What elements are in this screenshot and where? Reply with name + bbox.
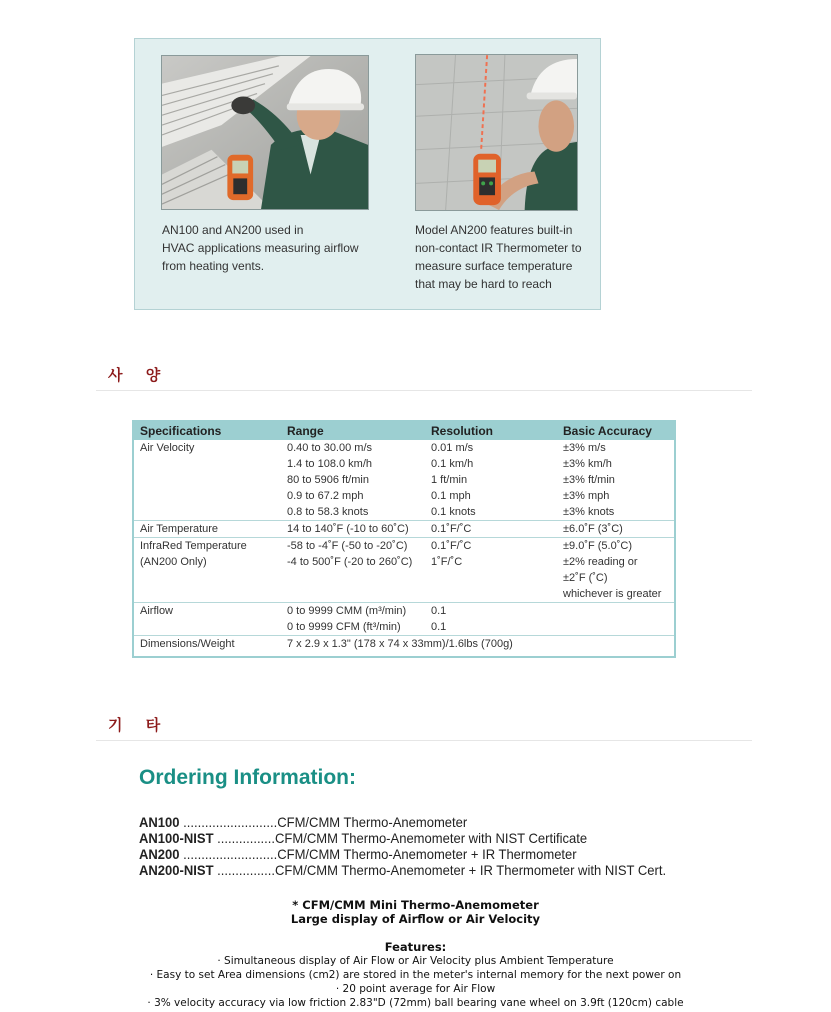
spec-range (287, 586, 425, 602)
order-desc: CFM/CMM Thermo-Anemometer with NIST Certificate (275, 830, 588, 846)
spec-range: 80 to 5906 ft/min (287, 474, 369, 486)
spec-name-cell (134, 440, 281, 521)
spec-range: 1.4 to 108.0 km/h (287, 458, 372, 470)
spec-accuracy: ±9.0˚F (5.0˚C) (563, 540, 632, 552)
spec-resolution-cell (425, 521, 557, 538)
order-dots: ................ (213, 862, 276, 878)
spec-resolution: 0.01 m/s (431, 442, 474, 454)
spec-range: 0.40 to 30.00 m/s (287, 442, 372, 454)
order-code: AN100 (139, 814, 180, 830)
spec-resolution: 1˚F/˚C (431, 556, 463, 568)
product-summary (0, 898, 831, 926)
spec-name: InfraRed Temperature (140, 540, 247, 552)
photo-panel (134, 38, 601, 310)
spec-name (140, 570, 281, 586)
feature-item: · Easy to set Area dimensions (cm2) are stored in the meter's internal memory for the next power on (149, 969, 682, 981)
spec-name-cell (134, 538, 281, 603)
spec-range: 0.9 to 67.2 mph (287, 490, 364, 502)
spec-row (134, 636, 674, 653)
spec-range-cell (281, 603, 425, 636)
spec-table-header (134, 422, 674, 440)
spec-accuracy: ±6.0˚F (3˚C) (563, 523, 623, 535)
header-range: Range (281, 422, 425, 440)
spec-resolution: 0.1˚F/˚C (431, 523, 472, 535)
spec-accuracy: whichever is greater (563, 588, 662, 600)
spec-resolution (431, 586, 557, 602)
order-dots: .......................... (179, 814, 278, 830)
spec-range: -4 to 500˚F (-20 to 260˚C) (287, 556, 413, 568)
spec-resolution (431, 570, 557, 586)
spec-section-divider (96, 390, 752, 391)
order-code: AN200 (139, 846, 180, 862)
feature-item: · 3% velocity accuracy via low friction 2.83"D (72mm) ball bearing vane wheel on 3.9ft (120cm) cable (147, 997, 684, 1009)
spec-name (140, 504, 281, 520)
spec-range (287, 570, 425, 586)
photo-caption-ir: Model AN200 features built-in non-contact IR Thermometer to measure surface temperature that may be hard to reach (415, 223, 582, 291)
spec-name: Air Velocity (140, 442, 195, 454)
spec-range: 14 to 140˚F (-10 to 60˚C) (287, 523, 409, 535)
spec-accuracy-cell (557, 521, 674, 538)
spec-range: 7 x 2.9 x 1.3" (178 x 74 x 33mm)/1.6lbs (700g) (287, 638, 513, 650)
spec-accuracy: ±3% km/h (563, 458, 612, 470)
spec-name (140, 472, 281, 488)
spec-accuracy: ±3% knots (563, 506, 615, 518)
spec-name: Dimensions/Weight (140, 638, 235, 650)
other-section-title: 기 타 (108, 716, 170, 734)
spec-resolution-cell (425, 538, 557, 603)
spec-name (140, 586, 281, 602)
spec-resolution: 0.1 (431, 621, 447, 633)
spec-range-cell (281, 636, 674, 653)
spec-name (140, 456, 281, 472)
spec-resolution: 0.1 mph (431, 490, 471, 502)
spec-range: 0 to 9999 CMM (m³/min) (287, 605, 407, 617)
order-item (139, 862, 697, 878)
features-title: Features: (384, 940, 447, 954)
feature-item: · 20 point average for Air Flow (335, 983, 496, 995)
spec-resolution: 0.1 km/h (431, 458, 474, 470)
spec-accuracy-cell (557, 440, 674, 521)
summary-line-2: Large display of Airflow or Air Velocity (290, 912, 541, 926)
spec-table-container (132, 420, 676, 658)
spec-range-cell (281, 538, 425, 603)
spec-row (134, 538, 674, 603)
spec-accuracy-cell (557, 603, 674, 636)
spec-name-cell (134, 603, 281, 636)
spec-accuracy (563, 619, 674, 635)
order-dots: .......................... (179, 846, 278, 862)
order-item (139, 830, 697, 846)
spec-row (134, 603, 674, 636)
spec-accuracy: ±3% m/s (563, 442, 606, 454)
spec-resolution-cell (425, 603, 557, 636)
order-item (139, 846, 697, 862)
header-resolution: Resolution (425, 422, 557, 440)
spec-range: 0 to 9999 CFM (ft³/min) (287, 621, 401, 633)
spec-name: Air Temperature (140, 523, 219, 535)
spec-section-title: 사 양 (108, 366, 170, 384)
spec-range: 0.8 to 58.3 knots (287, 506, 369, 518)
other-section-divider (96, 740, 752, 741)
technician-ir-thermometer-photo (415, 54, 578, 211)
spec-name (140, 488, 281, 504)
header-specifications: Specifications (134, 422, 281, 440)
order-code: AN200-NIST (139, 862, 214, 878)
order-dots: ................ (213, 830, 276, 846)
ordering-title: Ordering Information: (139, 766, 356, 789)
spec-name-cell (134, 636, 281, 653)
order-code: AN100-NIST (139, 830, 214, 846)
order-desc: CFM/CMM Thermo-Anemometer + IR Thermometer with NIST Cert. (275, 862, 667, 878)
order-desc: CFM/CMM Thermo-Anemometer (277, 814, 468, 830)
spec-row (134, 521, 674, 538)
spec-table (134, 422, 674, 652)
feature-item: · Simultaneous display of Air Flow or Air Velocity plus Ambient Temperature (217, 955, 614, 967)
header-accuracy: Basic Accuracy (557, 422, 674, 440)
photo-caption-vents: AN100 and AN200 used in HVAC applications measuring airflow from heating vents. (162, 223, 359, 273)
spec-resolution: 0.1˚F/˚C (431, 540, 472, 552)
technician-measuring-vent-photo (161, 55, 369, 210)
spec-accuracy: ±3% mph (563, 490, 610, 502)
spec-resolution: 1 ft/min (431, 474, 468, 486)
spec-resolution-cell (425, 440, 557, 521)
spec-name-cell (134, 521, 281, 538)
spec-name: Airflow (140, 605, 174, 617)
spec-resolution: 0.1 (431, 605, 447, 617)
spec-row (134, 440, 674, 521)
spec-accuracy: ±2% reading or (563, 556, 638, 568)
spec-accuracy: ±3% ft/min (563, 474, 615, 486)
order-desc: CFM/CMM Thermo-Anemometer + IR Thermometer (277, 846, 577, 862)
summary-line-1: * CFM/CMM Mini Thermo-Anemometer (292, 898, 539, 912)
spec-range-cell (281, 440, 425, 521)
spec-accuracy (563, 603, 674, 619)
spec-name (140, 619, 281, 635)
spec-accuracy-cell (557, 538, 674, 603)
spec-range: -58 to -4˚F (-50 to -20˚C) (287, 540, 408, 552)
features-list (0, 940, 831, 1010)
spec-name: (AN200 Only) (140, 556, 207, 568)
spec-accuracy: ±2˚F (˚C) (563, 572, 608, 584)
spec-resolution: 0.1 knots (431, 506, 476, 518)
order-item (139, 814, 697, 830)
spec-range-cell (281, 521, 425, 538)
ordering-list (139, 814, 739, 878)
